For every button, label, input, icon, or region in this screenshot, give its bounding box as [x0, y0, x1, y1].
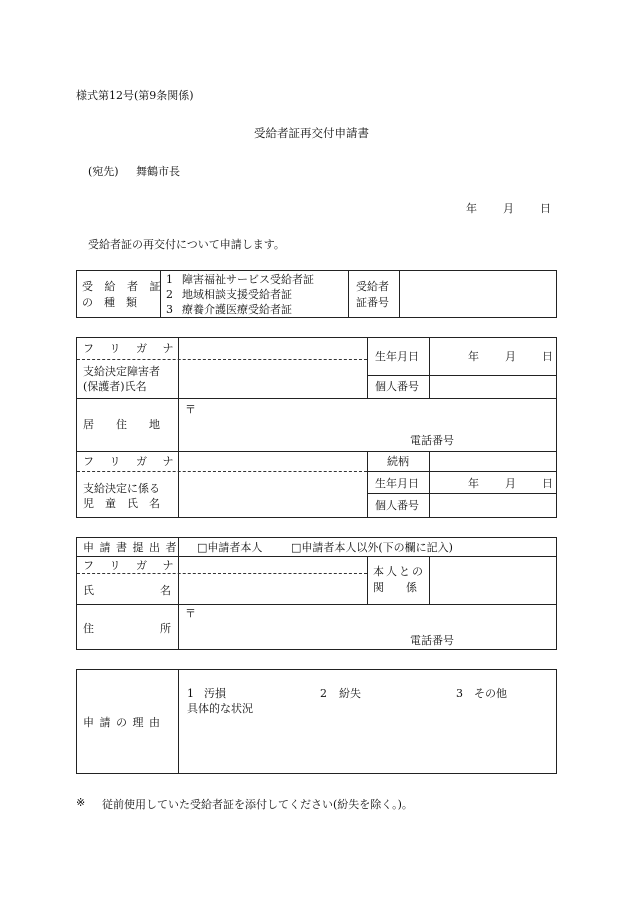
recipient-personal-number-label: 個人番号: [375, 380, 419, 393]
child-furigana-field[interactable]: [183, 455, 363, 468]
submitter-option-other[interactable]: □申請者本人以外(下の欄に記入): [291, 541, 453, 554]
child-name-label-1: 支給決定に係る: [83, 482, 160, 495]
date-month-label: 月: [503, 202, 514, 215]
recipient-name-label-1: 支給決定障害者: [83, 365, 160, 378]
reason-option-2-label[interactable]: 紛失: [339, 687, 361, 700]
date-year-label: 年: [466, 202, 477, 215]
submitter-address-field[interactable]: [199, 607, 539, 620]
child-birth-year: 年: [468, 477, 479, 490]
recipient-birth-month: 月: [505, 350, 516, 363]
certificate-option-3-num: 3: [166, 303, 173, 316]
submitter-address-label: 住 所: [83, 622, 171, 635]
recipient-personal-number-field[interactable]: [435, 380, 551, 393]
child-birth-day: 日: [542, 477, 553, 490]
reason-option-1-num: 1: [187, 687, 194, 700]
recipient-name-field[interactable]: [183, 370, 363, 383]
recipient-furigana-label: フ リ ガ ナ: [83, 342, 180, 355]
note-text: 従前使用していた受給者証を添付してください(紛失を除く。)。: [102, 798, 413, 811]
reason-label: 申 請 の 理 由: [83, 716, 161, 729]
intro-text: 受給者証の再交付について申請します。: [88, 238, 285, 251]
certificate-type-label-2: の 種 類: [82, 296, 137, 309]
reason-table: [76, 669, 557, 774]
submitter-postal-mark: 〒: [185, 607, 196, 620]
reason-detail-label: 具体的な状況: [187, 702, 253, 715]
submitter-relation-label-2: 関 係: [373, 581, 417, 594]
reason-option-3-num: 3: [456, 687, 463, 700]
recipient-name-label-2: (保護者)氏名: [83, 380, 147, 393]
reason-option-3-label[interactable]: その他: [474, 687, 507, 700]
reason-option-1-label[interactable]: 汚損: [204, 687, 226, 700]
submitter-name-label: 氏 名: [83, 584, 171, 597]
certificate-option-1-num: 1: [166, 273, 173, 286]
submitter-label: 申 請 書 提 出 者: [83, 541, 178, 554]
addressee-label: (宛先): [88, 165, 119, 178]
certificate-table: [76, 270, 557, 318]
recipient-table: [76, 337, 557, 518]
certificate-option-2-label: 地域相談支援受給者証: [182, 288, 292, 301]
child-birth-month: 月: [505, 477, 516, 490]
note-mark: ※: [76, 796, 86, 809]
recipient-birthdate-label: 生年月日: [375, 350, 419, 363]
recipient-furigana-field[interactable]: [183, 342, 363, 355]
certificate-number-label-2: 証番号: [356, 296, 389, 309]
certificate-type-label-1: 受 給 者 証: [82, 280, 165, 293]
form-number: 様式第12号(第9条関係): [76, 89, 194, 102]
certificate-number-field[interactable]: [407, 288, 547, 301]
child-name-label-2: 児 童 氏 名: [83, 497, 160, 510]
recipient-address-field[interactable]: [199, 403, 539, 416]
submitter-phone-label: 電話番号: [410, 634, 454, 647]
certificate-option-1-label: 障害福祉サービス受給者証: [182, 273, 314, 286]
submitter-relation-label-1: 本人との: [373, 565, 425, 578]
addressee-name: 舞鶴市長: [136, 165, 180, 178]
certificate-option-2-num: 2: [166, 288, 173, 301]
certificate-number-label-1: 受給者: [356, 280, 389, 293]
child-furigana-label: フ リ ガ ナ: [83, 455, 180, 468]
submitter-option-self[interactable]: □申請者本人: [197, 541, 263, 554]
reason-detail-field[interactable]: [187, 720, 547, 765]
certificate-option-3-label: 療養介護医療受給者証: [182, 303, 292, 316]
recipient-phone-label: 電話番号: [410, 434, 454, 447]
form-title: 受給者証再交付申請書: [254, 126, 369, 140]
date-day-label: 日: [540, 202, 551, 215]
child-relation-field[interactable]: [435, 455, 551, 468]
child-relation-label: 続柄: [387, 455, 409, 468]
recipient-birth-year: 年: [468, 350, 479, 363]
child-birthdate-label: 生年月日: [375, 477, 419, 490]
recipient-address-label: 居 住 地: [83, 418, 160, 431]
recipient-postal-mark: 〒: [185, 403, 196, 416]
submitter-table: [76, 537, 557, 650]
child-personal-number-field[interactable]: [435, 499, 551, 512]
submitter-furigana-label: フ リ ガ ナ: [83, 559, 180, 572]
submitter-name-field[interactable]: [183, 584, 363, 597]
submitter-furigana-field[interactable]: [183, 559, 363, 572]
reason-option-2-num: 2: [320, 687, 327, 700]
recipient-birth-day: 日: [542, 350, 553, 363]
child-name-field[interactable]: [183, 488, 363, 501]
child-personal-number-label: 個人番号: [375, 499, 419, 512]
submitter-relation-field[interactable]: [435, 573, 551, 586]
